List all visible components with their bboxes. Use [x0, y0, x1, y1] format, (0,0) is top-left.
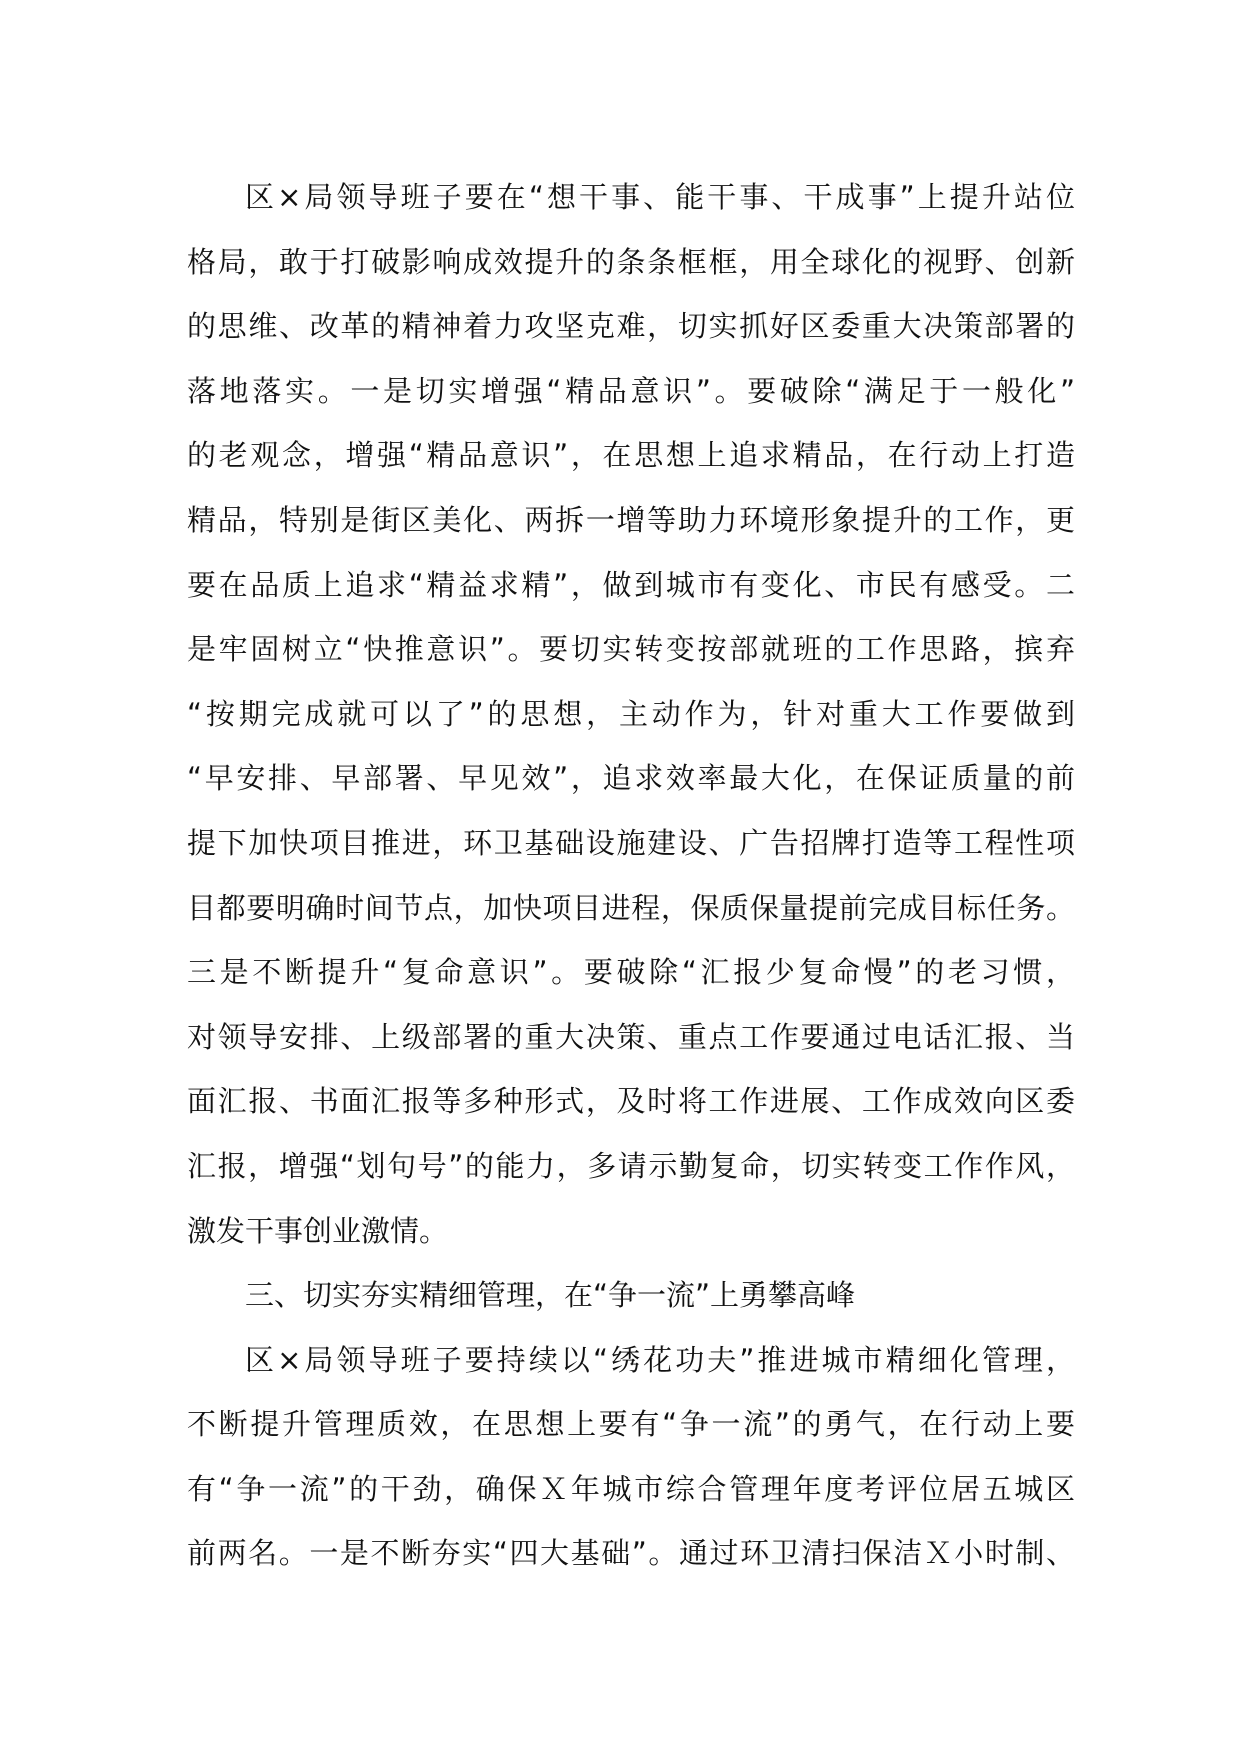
section-heading: 三、切实夯实精细管理，在“争一流”上勇攀高峰	[245, 1278, 856, 1313]
paragraph-line: 的思维、改革的精神着力攻坚克难，切实抓好区委重大决策部署的	[187, 309, 1075, 344]
paragraph-line: 不断提升管理质效，在思想上要有“争一流”的勇气，在行动上要	[187, 1407, 1075, 1442]
paragraph-line: 的老观念，增强“精品意识”，在思想上追求精品，在行动上打造	[187, 438, 1075, 473]
paragraph-line: 要在品质上追求“精益求精”，做到城市有变化、市民有感受。二	[187, 567, 1075, 602]
paragraph-line: 区×局领导班子要持续以“绣花功夫”推进城市精细化管理，	[245, 1342, 1075, 1377]
paragraph-line: 面汇报、书面汇报等多种形式，及时将工作进展、工作成效向区委	[187, 1084, 1075, 1119]
paragraph-line: 精品，特别是街区美化、两拆一增等助力环境形象提升的工作，更	[187, 502, 1075, 537]
paragraph-line: 落地落实。一是切实增强“精品意识”。要破除“满足于一般化”	[187, 373, 1075, 408]
paragraph-line: 是牢固树立“快推意识”。要切实转变按部就班的工作思路，摈弃	[187, 632, 1075, 667]
paragraph-line: 提下加快项目推进，环卫基础设施建设、广告招牌打造等工程性项	[187, 825, 1075, 860]
paragraph-line: 激发干事创业激情。	[187, 1213, 449, 1248]
paragraph-line: 对领导安排、上级部署的重大决策、重点工作要通过电话汇报、当	[187, 1019, 1075, 1054]
paragraph-line: “按期完成就可以了”的思想，主动作为，针对重大工作要做到	[187, 696, 1075, 731]
paragraph-line: 目都要明确时间节点，加快项目进程，保质保量提前完成目标任务。	[187, 890, 1075, 925]
paragraph-line: 格局，敢于打破影响成效提升的条条框框，用全球化的视野、创新	[187, 244, 1075, 279]
paragraph-line: 有“争一流”的干劲，确保Ｘ年城市综合管理年度考评位居五城区	[187, 1471, 1075, 1506]
paragraph-line: 区×局领导班子要在“想干事、能干事、干成事”上提升站位	[245, 180, 1075, 214]
paragraph-line: 前两名。一是不断夯实“四大基础”。通过环卫清扫保洁Ｘ小时制、	[187, 1536, 1075, 1571]
paragraph-line: 汇报，增强“划句号”的能力，多请示勤复命，切实转变工作作风，	[187, 1148, 1075, 1183]
paragraph-line: “早安排、早部署、早见效”，追求效率最大化，在保证质量的前	[187, 761, 1075, 796]
document-body	[187, 165, 1075, 1586]
paragraph-line: 三是不断提升“复命意识”。要破除“汇报少复命慢”的老习惯，	[187, 955, 1075, 990]
